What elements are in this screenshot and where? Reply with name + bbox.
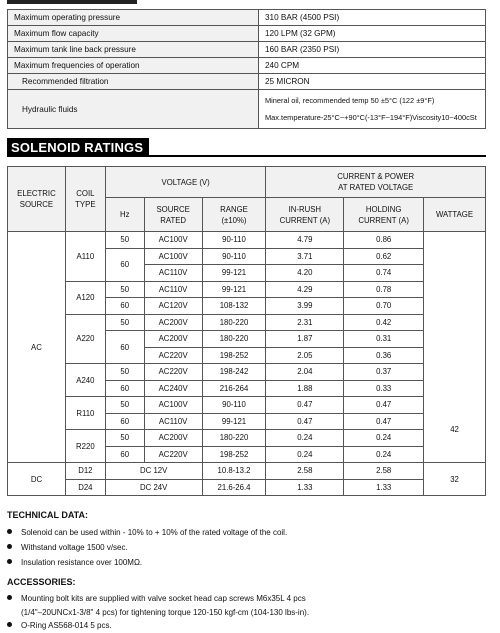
fluids-value xyxy=(259,90,486,129)
rated-cell: AC200V xyxy=(144,331,202,348)
range-cell: 180-220 xyxy=(202,314,266,331)
inrush-cell: 2.05 xyxy=(266,347,344,364)
range-cell: 21.6-26.4 xyxy=(202,479,266,496)
inrush-cell: 1.88 xyxy=(266,380,344,397)
header-text: HOLDING xyxy=(365,204,402,214)
range-cell: 99-121 xyxy=(202,413,266,430)
range-cell: 90-110 xyxy=(202,232,266,249)
spec-row xyxy=(8,58,486,74)
inrush-cell: 1.87 xyxy=(266,331,344,348)
range-cell: 10.8-13.2 xyxy=(202,463,266,480)
wattage-cell: 42 xyxy=(424,397,486,463)
rated-cell: AC220V xyxy=(144,446,202,463)
list-item-text: Mounting bolt kits are supplied with valve socket head cap screws M6x35L 4 pcs xyxy=(21,594,306,603)
header-text: CURRENT (A) xyxy=(279,215,331,225)
header-text: TYPE xyxy=(75,200,96,209)
inrush-cell: 1.33 xyxy=(266,479,344,496)
table-row xyxy=(8,232,486,249)
header-holding xyxy=(344,198,424,232)
rated-cell: AC220V xyxy=(144,347,202,364)
technical-data-heading: TECHNICAL DATA: xyxy=(7,510,88,520)
inrush-cell: 0.24 xyxy=(266,430,344,447)
header-text: SOURCE xyxy=(156,204,190,214)
list-item xyxy=(7,594,306,603)
header-voltage: VOLTAGE (V) xyxy=(105,167,266,198)
range-cell: 108-132 xyxy=(202,298,266,315)
range-cell: 198-252 xyxy=(202,347,266,364)
spec-label: Recommended filtration xyxy=(8,74,259,90)
hz-cell: 60 xyxy=(105,331,144,364)
bullet-icon xyxy=(7,544,12,549)
range-cell: 198-252 xyxy=(202,446,266,463)
spec-label: Maximum flow capacity xyxy=(8,26,259,42)
rated-cell: AC200V xyxy=(144,430,202,447)
inrush-cell: 0.24 xyxy=(266,446,344,463)
coil-type-cell: R220 xyxy=(65,430,105,463)
holding-cell: 0.78 xyxy=(344,281,424,298)
range-cell: 90-110 xyxy=(202,248,266,265)
range-cell: 216-264 xyxy=(202,380,266,397)
list-item xyxy=(7,543,128,552)
section-rule xyxy=(7,155,486,157)
list-item-text: Withstand voltage 1500 v/sec. xyxy=(21,543,128,552)
coil-type-cell: A220 xyxy=(65,314,105,364)
rated-cell: DC 12V xyxy=(105,463,202,480)
rated-cell: DC 24V xyxy=(105,479,202,496)
rated-cell: AC120V xyxy=(144,298,202,315)
rated-cell: AC200V xyxy=(144,314,202,331)
header-hz: Hz xyxy=(105,198,144,232)
header-text: (±10%) xyxy=(221,215,247,225)
table-row xyxy=(8,430,486,447)
header-text: SOURCE xyxy=(19,200,54,209)
spec-row xyxy=(8,42,486,58)
header-text: AT RATED VOLTAGE xyxy=(338,183,414,192)
fluids-line: Mineral oil, recommended temp 50 ±5°C (122 ±9°F) xyxy=(265,96,435,105)
list-item-text: Insulation resistance over 100MΩ. xyxy=(21,558,143,567)
holding-cell: 0.24 xyxy=(344,430,424,447)
spec-row xyxy=(8,74,486,90)
spec-row xyxy=(8,10,486,26)
table-row xyxy=(8,463,486,480)
hz-cell: 60 xyxy=(105,298,144,315)
accessories-heading: ACCESSORIES: xyxy=(7,577,76,587)
header-text: IN-RUSH xyxy=(288,204,322,214)
inrush-cell: 0.47 xyxy=(266,397,344,414)
header-text: RANGE xyxy=(220,204,248,214)
holding-cell: 0.47 xyxy=(344,413,424,430)
range-cell: 198-242 xyxy=(202,364,266,381)
header-source-rated xyxy=(144,198,202,232)
table-row xyxy=(8,397,486,414)
inrush-cell: 4.20 xyxy=(266,265,344,282)
rated-cell: AC100V xyxy=(144,232,202,249)
spec-value: 310 BAR (4500 PSI) xyxy=(259,10,486,26)
hz-cell: 50 xyxy=(105,232,144,249)
header-text: RATED xyxy=(160,215,187,225)
source-cell: AC xyxy=(8,232,66,463)
spec-value: 120 LPM (32 GPM) xyxy=(259,26,486,42)
hz-cell: 60 xyxy=(105,248,144,281)
range-cell: 99-121 xyxy=(202,281,266,298)
wattage-cell-blank xyxy=(424,232,486,397)
spec-value: 160 BAR (2350 PSI) xyxy=(259,42,486,58)
section-title: SOLENOID RATINGS xyxy=(7,138,149,156)
holding-cell: 0.42 xyxy=(344,314,424,331)
hz-cell: 50 xyxy=(105,281,144,298)
holding-cell: 0.36 xyxy=(344,347,424,364)
coil-type-cell: A240 xyxy=(65,364,105,397)
header-coil-type xyxy=(65,167,105,232)
table-row xyxy=(8,314,486,331)
header-text: CURRENT & POWER xyxy=(337,172,415,181)
rated-cell: AC110V xyxy=(144,281,202,298)
hz-cell: 50 xyxy=(105,430,144,447)
spec-row-fluids xyxy=(8,90,486,129)
spec-label: Hydraulic fluids xyxy=(8,90,259,129)
spec-table xyxy=(7,9,486,129)
inrush-cell: 0.47 xyxy=(266,413,344,430)
holding-cell: 1.33 xyxy=(344,479,424,496)
spec-value: 25 MICRON xyxy=(259,74,486,90)
rated-cell: AC220V xyxy=(144,364,202,381)
header-range xyxy=(202,198,266,232)
header-text: ELECTRIC xyxy=(17,189,56,198)
source-cell: DC xyxy=(8,463,66,496)
bullet-icon xyxy=(7,559,12,564)
coil-type-cell: D12 xyxy=(65,463,105,480)
holding-cell: 0.31 xyxy=(344,331,424,348)
holding-cell: 0.24 xyxy=(344,446,424,463)
list-item-text: O-Ring AS568-014 5 pcs. xyxy=(21,621,112,630)
hz-cell: 50 xyxy=(105,364,144,381)
rated-cell: AC100V xyxy=(144,248,202,265)
range-cell: 180-220 xyxy=(202,331,266,348)
header-text: CURRENT (A) xyxy=(358,215,409,225)
inrush-cell: 2.31 xyxy=(266,314,344,331)
header-electric-source xyxy=(8,167,66,232)
holding-cell: 0.47 xyxy=(344,397,424,414)
range-cell: 90-110 xyxy=(202,397,266,414)
spec-label: Maximum operating pressure xyxy=(8,10,259,26)
inrush-cell: 2.04 xyxy=(266,364,344,381)
hz-cell: 50 xyxy=(105,314,144,331)
header-wattage: WATTAGE xyxy=(424,198,486,232)
spec-value: 240 CPM xyxy=(259,58,486,74)
solenoid-ratings-table xyxy=(7,166,486,496)
header-rule xyxy=(7,0,137,4)
header-current-power xyxy=(266,167,486,198)
range-cell: 99-121 xyxy=(202,265,266,282)
fluids-line: Max.temperature-25°C~+90°C(-13°F~194°F)Viscosity10~400cSt xyxy=(265,113,477,122)
table-row xyxy=(8,364,486,381)
coil-type-cell: A120 xyxy=(65,281,105,314)
holding-cell: 2.58 xyxy=(344,463,424,480)
holding-cell: 0.74 xyxy=(344,265,424,282)
hz-cell: 60 xyxy=(105,446,144,463)
spec-label: Maximum tank line back pressure xyxy=(8,42,259,58)
holding-cell: 0.37 xyxy=(344,364,424,381)
list-item xyxy=(7,528,287,537)
range-cell: 180-220 xyxy=(202,430,266,447)
list-item-text: Solenoid can be used within - 10% to + 10% of the rated voltage of the coil. xyxy=(21,528,288,537)
spec-label: Maximum frequencies of operation xyxy=(8,58,259,74)
coil-type-cell: R110 xyxy=(65,397,105,430)
rated-cell: AC100V xyxy=(144,397,202,414)
holding-cell: 0.86 xyxy=(344,232,424,249)
holding-cell: 0.33 xyxy=(344,380,424,397)
coil-type-cell: A110 xyxy=(65,232,105,282)
spec-row xyxy=(8,26,486,42)
header-text: COIL xyxy=(76,189,95,198)
rated-cell: AC240V xyxy=(144,380,202,397)
bullet-icon xyxy=(7,529,12,534)
header-inrush xyxy=(266,198,344,232)
list-item-continuation: (1/4"–20UNCx1-3/8" 4 pcs) for tightening torque 120-150 kgf-cm (104-130 lbs-in). xyxy=(21,608,310,617)
rated-cell: AC110V xyxy=(144,413,202,430)
hz-cell: 60 xyxy=(105,380,144,397)
inrush-cell: 3.71 xyxy=(266,248,344,265)
inrush-cell: 4.29 xyxy=(266,281,344,298)
bullet-icon xyxy=(7,595,12,600)
hz-cell: 50 xyxy=(105,397,144,414)
list-item xyxy=(7,621,112,630)
rated-cell: AC110V xyxy=(144,265,202,282)
bullet-icon xyxy=(7,622,12,627)
list-item xyxy=(7,558,142,567)
wattage-cell: 32 xyxy=(424,463,486,496)
holding-cell: 0.70 xyxy=(344,298,424,315)
holding-cell: 0.62 xyxy=(344,248,424,265)
inrush-cell: 2.58 xyxy=(266,463,344,480)
table-row xyxy=(8,281,486,298)
coil-type-cell: D24 xyxy=(65,479,105,496)
inrush-cell: 4.79 xyxy=(266,232,344,249)
hz-cell: 60 xyxy=(105,413,144,430)
table-row xyxy=(8,479,486,496)
inrush-cell: 3.99 xyxy=(266,298,344,315)
